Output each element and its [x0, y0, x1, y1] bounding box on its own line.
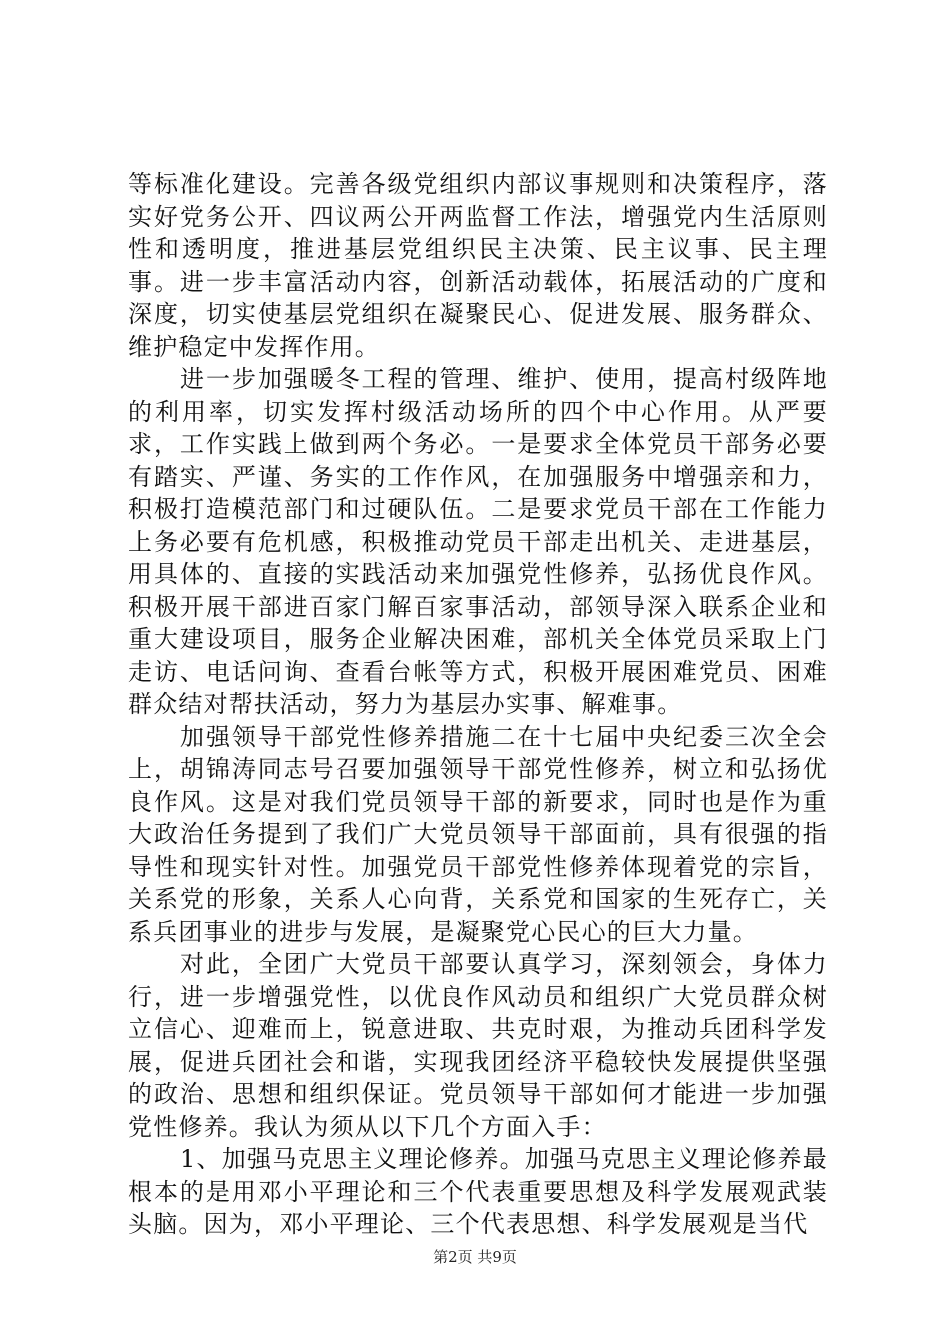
paragraph-4: 对此，全团广大党员干部要认真学习，深刻领会，身体力行，进一步增强党性，以优良作风动员和组织广大党员群众树立信心、迎难而上，锐意进取、共克时艰，为推动兵团科学发展，促进兵团社会和谐，实现我团经济平稳较快发展提供坚强的政治、思想和组织保证。党员领导干部如何才能进一步加强党性修养。我认为须从以下几个方面入手： [128, 950, 828, 1141]
paragraph-3: 加强领导干部党性修养措施二在十七届中央纪委三次全会上，胡锦涛同志号召要加强领导干部党性修养，树立和弘扬优良作风。这是对我们党员领导干部的新要求，同时也是作为重大政治任务提到了我们广大党员领导干部面前，具有很强的指导性和现实针对性。加强党员干部党性修养体现着党的宗旨，关系党的形象，关系人心向背，关系党和国家的生死存亡，关系兵团事业的进步与发展，是凝聚党心民心的巨大力量。 [128, 722, 828, 946]
paragraph-1: 等标准化建设。完善各级党组织内部议事规则和决策程序，落实好党务公开、四议两公开两监督工作法，增强党内生活原则性和透明度，推进基层党组织民主决策、民主议事、民主理事。进一步丰富活动内容，创新活动载体，拓展活动的广度和深度，切实使基层党组织在凝聚民心、促进发展、服务群众、维护稳定中发挥作用。 [128, 170, 828, 361]
paragraph-5: 1、加强马克思主义理论修养。加强马克思主义理论修养最根本的是用邓小平理论和三个代表重要思想及科学发展观武装头脑。因为，邓小平理论、三个代表思想、科学发展观是当代 [128, 1145, 828, 1238]
paragraph-2: 进一步加强暖冬工程的管理、维护、使用，提高村级阵地的利用率，切实发挥村级活动场所的四个中心作用。从严要求，工作实践上做到两个务必。一是要求全体党员干部务必要有踏实、严谨、务实的工作作风，在加强服务中增强亲和力，积极打造模范部门和过硬队伍。二是要求党员干部在工作能力上务必要有危机感，积极推动党员干部走出机关、走进基层，用具体的、直接的实践活动来加强党性修养，弘扬优良作风。积极开展干部进百家门解百家事活动，部领导深入联系企业和重大建设项目，服务企业解决困难，部机关全体党员采取上门走访、电话问询、查看台帐等方式，积极开展困难党员、困难群众结对帮扶活动，努力为基层办实事、解难事。 [128, 365, 828, 718]
page-footer: 第2页 共9页 [433, 1248, 517, 1266]
document-body [128, 168, 828, 1241]
